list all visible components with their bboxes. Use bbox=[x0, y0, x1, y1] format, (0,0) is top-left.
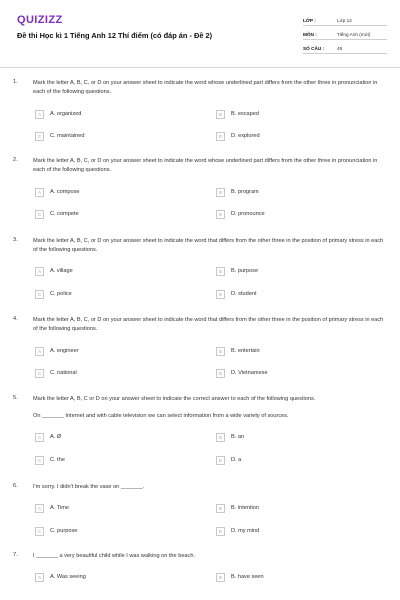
option-letter-box: D bbox=[216, 290, 225, 299]
option-letter-box: C bbox=[35, 369, 44, 378]
meta-row-class bbox=[303, 12, 387, 26]
meta-row-count bbox=[303, 40, 387, 54]
option-text: B. purpose bbox=[231, 268, 259, 274]
option-a[interactable] bbox=[35, 432, 195, 444]
option-letter-box: A bbox=[35, 573, 44, 582]
option-letter-box: D bbox=[216, 210, 225, 219]
option-b[interactable] bbox=[216, 572, 376, 584]
meta-row-subject bbox=[303, 26, 387, 40]
option-text: D. explored bbox=[231, 133, 260, 139]
option-letter-box: B bbox=[216, 188, 225, 197]
option-text: A. Ø bbox=[50, 434, 62, 440]
option-b[interactable] bbox=[216, 109, 376, 121]
meta-value: 49 bbox=[337, 46, 343, 51]
worksheet-title: Đề thi Học kì 1 Tiếng Anh 12 Thí điểm (có đáp án - Đề 2) bbox=[17, 31, 213, 40]
option-text: C. national bbox=[50, 370, 77, 376]
option-b[interactable] bbox=[216, 187, 376, 199]
question-text: Mark the letter A, B, C, or D on your answer sheet to indicate the word whose underlined part differs from the other three in pronunciation in each of the following questions. bbox=[33, 80, 378, 96]
question-text: Mark the letter A, B, C or D on your answer sheet to indicate the correct answer to each of the following questions. bbox=[33, 396, 316, 402]
option-text: A. organized bbox=[50, 111, 82, 117]
option-a[interactable] bbox=[35, 572, 195, 584]
option-letter-box: A bbox=[35, 504, 44, 513]
option-letter-box: A bbox=[35, 110, 44, 119]
option-a[interactable] bbox=[35, 109, 195, 121]
option-letter-box: C bbox=[35, 456, 44, 465]
option-text: B. program bbox=[231, 189, 259, 195]
option-a[interactable] bbox=[35, 266, 195, 278]
option-c[interactable] bbox=[35, 455, 195, 467]
option-letter-box: A bbox=[35, 433, 44, 442]
option-c[interactable] bbox=[35, 368, 195, 380]
option-d[interactable] bbox=[216, 131, 376, 143]
worksheet-meta bbox=[303, 12, 387, 54]
meta-value: Tiếng Anh (mới) bbox=[337, 32, 371, 37]
question-text: Mark the letter A, B, C, or D on your answer sheet to indicate the word that differs from the other three in the position of primary stress in each of the following questions. bbox=[33, 238, 384, 254]
option-text: B. entertain bbox=[231, 348, 260, 354]
question-number: 6. bbox=[13, 483, 18, 489]
option-letter-box: C bbox=[35, 132, 44, 141]
option-letter-box: C bbox=[35, 290, 44, 299]
option-letter-box: B bbox=[216, 433, 225, 442]
option-text: B. have seen bbox=[231, 574, 264, 580]
meta-label: LỚP : bbox=[303, 18, 316, 23]
option-d[interactable] bbox=[216, 209, 376, 221]
option-b[interactable] bbox=[216, 346, 376, 358]
option-text: C. police bbox=[50, 291, 72, 297]
option-text: B. an bbox=[231, 434, 245, 440]
option-letter-box: C bbox=[35, 210, 44, 219]
option-text: C. purpose bbox=[50, 528, 78, 534]
question-number: 4. bbox=[13, 316, 18, 322]
question-text: I _______ a very beautiful child while I was walking on the beach. bbox=[33, 553, 196, 559]
option-text: A. compose bbox=[50, 189, 80, 195]
option-text: B. intention bbox=[231, 505, 259, 511]
option-text: A. village bbox=[50, 268, 73, 274]
option-letter-box: B bbox=[216, 504, 225, 513]
option-b[interactable] bbox=[216, 266, 376, 278]
meta-value: Lớp 12 bbox=[337, 18, 352, 23]
meta-label: MÔN : bbox=[303, 32, 317, 37]
option-d[interactable] bbox=[216, 289, 376, 301]
option-c[interactable] bbox=[35, 209, 195, 221]
option-letter-box: A bbox=[35, 267, 44, 276]
question-number: 5. bbox=[13, 395, 18, 401]
question-number: 1. bbox=[13, 79, 18, 85]
header-divider bbox=[0, 67, 400, 68]
option-d[interactable] bbox=[216, 526, 376, 538]
option-letter-box: B bbox=[216, 110, 225, 119]
option-c[interactable] bbox=[35, 131, 195, 143]
option-letter-box: D bbox=[216, 527, 225, 536]
option-letter-box: D bbox=[216, 369, 225, 378]
option-letter-box: B bbox=[216, 267, 225, 276]
question-subtext: On _______ Internet and with cable television we can select information from a wide variety of sources. bbox=[33, 413, 289, 419]
question-text: Mark the letter A, B, C, or D on your answer sheet to indicate the word whose underlined part differs from the other three in pronunciation in each of the following questions. bbox=[33, 158, 378, 174]
option-a[interactable] bbox=[35, 503, 195, 515]
worksheet-header bbox=[0, 0, 400, 66]
option-d[interactable] bbox=[216, 368, 376, 380]
option-text: C. the bbox=[50, 457, 65, 463]
option-letter-box: B bbox=[216, 347, 225, 356]
option-letter-box: A bbox=[35, 347, 44, 356]
option-c[interactable] bbox=[35, 526, 195, 538]
question-text: Mark the letter A, B, C, or D on your answer sheet to indicate the word that differs from the other three in the position of primary stress in each of the following questions. bbox=[33, 317, 384, 333]
option-b[interactable] bbox=[216, 503, 376, 515]
option-letter-box: C bbox=[35, 527, 44, 536]
option-text: A. engineer bbox=[50, 348, 79, 354]
question-number: 2. bbox=[13, 157, 18, 163]
option-text: A. Was seeing bbox=[50, 574, 86, 580]
option-text: D. Vietnamese bbox=[231, 370, 268, 376]
option-b[interactable] bbox=[216, 432, 376, 444]
question-number: 3. bbox=[13, 237, 18, 243]
meta-label: SỐ CÂU : bbox=[303, 46, 325, 51]
option-text: D. a bbox=[231, 457, 242, 463]
option-letter-box: D bbox=[216, 456, 225, 465]
option-text: D. my mind bbox=[231, 528, 260, 534]
option-c[interactable] bbox=[35, 289, 195, 301]
option-letter-box: B bbox=[216, 573, 225, 582]
option-letter-box: D bbox=[216, 132, 225, 141]
option-a[interactable] bbox=[35, 346, 195, 358]
option-d[interactable] bbox=[216, 455, 376, 467]
option-text: A. Time bbox=[50, 505, 69, 511]
option-text: D. student bbox=[231, 291, 257, 297]
option-text: C. maintained bbox=[50, 133, 85, 139]
option-text: D. pronounce bbox=[231, 211, 265, 217]
option-text: B. escaped bbox=[231, 111, 259, 117]
quizizz-logo: QUIZIZZ bbox=[17, 14, 63, 26]
question-number: 7. bbox=[13, 552, 18, 558]
option-text: C. compete bbox=[50, 211, 79, 217]
question-text: I'm sorry. I didn't break the vase on _______. bbox=[33, 484, 145, 490]
option-a[interactable] bbox=[35, 187, 195, 199]
option-letter-box: A bbox=[35, 188, 44, 197]
